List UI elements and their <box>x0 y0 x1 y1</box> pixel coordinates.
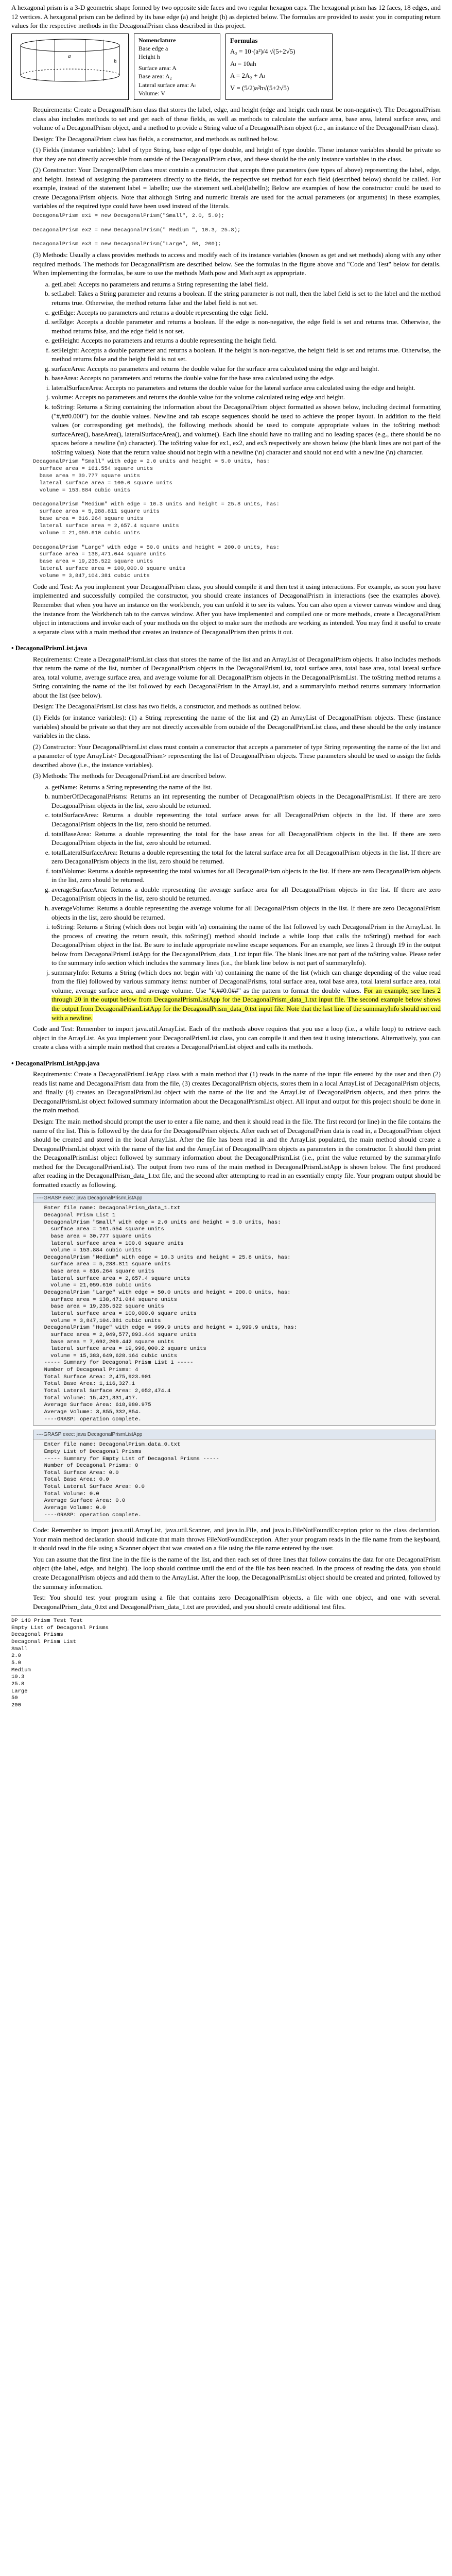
formula-line: A₂ = 10·(a²)/4 √(5+2√5) <box>230 47 295 56</box>
console-title-bar: ----GRASP exec: java DecagonalPrismListApp <box>33 1430 435 1439</box>
console-line: Number of Decagonal Prisms: 0 <box>38 1463 138 1469</box>
console-line: Total Lateral Surface Area: 2,052,474.4 <box>38 1388 171 1395</box>
method-item: c. totalSurfaceArea: Returns a double representing the total surface areas for all DecagonalPrism objects in the list. If there are zero DecagonalPrism objects in the list, zero should be returned. <box>51 810 441 828</box>
requirements-paragraph: Requirements: Create a DecagonalPrismListApp class with a main method that (1) reads in the name of the input file entered by the user and then (2) reads list name and DecagonalPrism data from the file, (3) creates DecagonalPrism objects, stores them in a local ArrayList of DecagonalPrism objects, and finally (4) creates an DecagonalPrismList object with the name of the list and the ArrayList of DecagonalPrism objects, and then prints the DecagonalPrismList object followed summary information about the DecagonalPrismList object. All input and output for this project should be done in the main method. <box>33 1070 441 1114</box>
console-line: volume = 3,847,104.381 cubic units <box>38 1317 161 1324</box>
methods-list <box>11 783 441 1022</box>
fields-paragraph: (1) Fields (instance variables): label of type String, base edge of type double, and height of type double. These instance variables should be private so that they are not directly accessible from outside of the DecagonalPrism class, and these should be the only instance variables in the class. <box>33 146 441 163</box>
formula-line: A = 2A₂ + Aₗ <box>230 72 265 80</box>
intro-paragraph: A hexagonal prism is a 3-D geometric shape formed by two opposite side faces and two regular hexagon caps. The hexagonal prism has 12 faces, 18 edges, and 12 vertices. A hexagonal prism can be defined by its base edge (a) and height (h) as depicted below. The formulas are provided to assist you in computing return values for the respective methods in the DecagonalPrism class described in this project. <box>11 4 441 30</box>
file-line: DP 140 Prism Test Test <box>11 1618 83 1624</box>
console-line: surface area = 161.554 square units <box>38 1226 164 1233</box>
method-item: b. numberOfDecagonalPrisms: Returns an int representing the number of DecagonalPrism objects in the DecagonalPrismList. If there are zero DecagonalPrism objects in the list, zero should be returned. <box>51 792 441 810</box>
console-line: DecagonalPrism "Medium" with edge = 10.3 units and height = 25.8 units, has: <box>38 1254 291 1261</box>
section-title: • DecagonalPrismList.java <box>11 644 88 652</box>
method-item: h. averageVolume: Returns a double representing the average volume for all DecagonalPrism objects in the list. If there are zero DecagonalPrism objects in the list, zero should be returned. <box>51 904 441 922</box>
method-item: j. volume: Accepts no parameters and returns the double value for the volume calculated using edge and height. <box>51 393 441 402</box>
console-line: surface area = 2,049,577,893.444 square units <box>38 1331 197 1338</box>
method-text: toString: Returns a String (which does not begin with \n) containing the name of the list followed by each DecagonalPrism in the ArrayList. In the process of creating the return result, this toString() method should include a while loop that calls the toString() method for each DecagonalPrism object in the list. Be sure to include appropriate newline escape sequences. <box>51 923 441 949</box>
fields-paragraph: (1) Fields (or instance variables): (1) a String representing the name of the list and (2) an ArrayList of DecagonalPrism objects. These (instance variables) should be private so that they are not directly accessible from outside of the DecagonalPrismList class, and these should be the only instance variables in the class. <box>33 714 441 740</box>
console-line: Total Surface Area: 2,475,923.901 <box>38 1374 151 1380</box>
console-output-2 <box>33 1430 436 1521</box>
console-line: DecagonalPrism "Small" with edge = 2.0 units and height = 5.0 units, has: <box>38 1219 281 1226</box>
method-item: g. surfaceArea: Accepts no parameters and returns the double value for the surface area calculated using the edge and height. <box>51 364 441 374</box>
nomenclature-line: Volume: V <box>138 89 165 97</box>
console-line: volume = 21,059.610 cubic units <box>38 1282 151 1289</box>
console-line: Average Surface Area: 618,980.975 <box>38 1402 151 1409</box>
prism-figure <box>11 33 129 100</box>
method-item: f. setHeight: Accepts a double parameter and returns a boolean. If the height is non-negative, the height field is set and returns true. Otherwise, the method returns false and the height field is not set. <box>51 346 441 364</box>
file-line: 25.8 <box>11 1681 25 1687</box>
file-line: Medium <box>11 1667 31 1673</box>
console-line: ----GRASP: operation complete. <box>38 1416 142 1422</box>
methods-list <box>11 280 441 456</box>
constructor-code: DecagonalPrism ex1 = new DecagonalPrism("Small", 2.0, 5.0); DecagonalPrism ex2 = new DecagonalPrism(" Medium ", 10.3, 25.8); DecagonalPrism ex3 = new DecagonalPrism("Large", 50, 200); <box>33 212 241 248</box>
file-line: 200 <box>11 1702 21 1708</box>
console-line: Total Surface Area: 0.0 <box>38 1469 119 1476</box>
nomenclature-line: Surface area: A <box>138 64 177 72</box>
nomenclature-box <box>134 33 220 100</box>
formulas-title: Formulas <box>230 36 258 44</box>
code-paragraph: Code: Remember to import java.util.ArrayList, java.util.Scanner, and java.io.File, and java.io.FileNotFoundException prior to the class declaration. Your main method declaration should indicate that main throws FileNotFoundException. After your program reads in the file name from the keyboard, it should read in the file using a Scanner object that was created on a file using the file name entered by the user. <box>33 1526 441 1552</box>
formula-line: Aₗ = 10ah <box>230 59 256 67</box>
file-line: 2.0 <box>11 1653 21 1659</box>
console-line: lateral surface area = 19,996,000.2 square units <box>38 1346 206 1352</box>
file-line: Empty List of Decagonal Prisms <box>11 1624 109 1631</box>
test-paragraph: Test: You should test your program using a file that contains zero DecagonalPrism objects, a file with one object, and one with several. DecagonalPrism_data_0.txt and DecagonalPrism_data_1.txt are provided, and you should create additional test files. <box>33 1594 441 1611</box>
tostring-code: DecagonalPrism "Small" with edge = 2.0 units and height = 5.0 units, has: surface area = 161.554 square units base area = 30.777 square units lateral surface area = 100.0 square units volume = 153.884 cubic units DecagonalPrism "Medium" with edge = 10.3 units and height = 25.8 units, has: surface area = 5,288.811 square units base area = 816.264 square units lateral surface area = 2,657.4 square units volume = 21,059.610 cubic units DecagonalPrism "Large" with edge = 50.0 units and height = 200.0 units, has: surface area = 138,471.044 square units base area = 19,235.522 square units lateral surface area = 100,000.0 square units volume = 3,847,104.381 cubic units <box>33 459 280 580</box>
height-label: h <box>114 58 117 64</box>
code-and-test-paragraph: Code and Test: Remember to import java.util.ArrayList. Each of the methods above requires that you use a loop (i.e., a while loop) to retrieve each object in the ArrayList. As you implement your DecagonalPrismList class, you can compile it and then test it using interactions. Alternatively, you can create a class with a simple main method that creates a DecagonalPrismList object and calls its methods. <box>33 1025 441 1051</box>
formulas-box <box>225 33 333 100</box>
method-item: e. totalLateralSurfaceArea: Returns a double representing the total for the lateral surface area for all DecagonalPrism objects in the list. If there are zero DecagonalPrism objects in the list, zero should be returned. <box>51 848 441 866</box>
design-paragraph: Design: The DecagonalPrism class has fields, a constructor, and methods as outlined below. <box>33 134 279 143</box>
section-title: • DecagonalPrismListApp.java <box>11 1059 100 1067</box>
code-and-test-paragraph: Code and Test: As you implement your DecagonalPrism class, you should compile it and then test it using interactions. For example, as soon you have implemented and successfully compiled the constructor, you should create instances of DecagonalPrism in interactions (see the examples above). Remember that when you have an instance on the workbench, you can unfold it to see its values. You can also open a viewer canvas window and drag the instance from the Workbench tab to the canvas window. After you have implemented and compiled one or more methods, create a DecagonalPrism object in interactions and invoke each of your methods on the object to make sure the methods are working as intended. You may find it useful to create a separate class with a main method that creates an instance of DecagonalPrism then prints it out. <box>33 582 441 636</box>
file-line: 10.3 <box>11 1674 25 1681</box>
methods-paragraph: (3) Methods: The methods for DecagonalPrismList are described below. <box>33 772 227 780</box>
console-line: Enter file name: DecagonalPrism_data_1.txt <box>38 1205 181 1212</box>
nomenclature-line: Lateral surface area: Aₗ <box>138 81 196 89</box>
console-line: Total Base Area: 1,116,327.1 <box>38 1381 135 1387</box>
method-item: d. totalBaseArea: Returns a double representing the total for the base areas for all DecagonalPrism objects in the list. If there are zero DecagonalPrism objects in the list, zero should be returned. <box>51 829 441 848</box>
console-line: base area = 30.777 square units <box>38 1233 151 1240</box>
console-line: Total Lateral Surface Area: 0.0 <box>38 1484 145 1490</box>
console-line: DecagonalPrism "Huge" with edge = 999.9 units and height = 1,999.9 units, has: <box>38 1325 298 1331</box>
nomenclature-line: Height h <box>138 53 160 61</box>
file-line: Small <box>11 1646 28 1652</box>
console-line: lateral surface area = 100.0 square units <box>38 1240 184 1247</box>
method-item: e. getHeight: Accepts no parameters and returns a double representing the height field. <box>51 336 441 345</box>
method-item: f. totalVolume: Returns a double representing the total volumes for all DecagonalPrism objects in the list. If there are zero DecagonalPrism objects in the list, zero should be returned. <box>51 867 441 885</box>
highlighted-note: For an example, see lines 2 through 20 in the output below from DecagonalPrismListApp for the DecagonalPrism_data_1.txt input file. The second example below shows the output from DecagonalPrismListApp for the DecagonalPrism_data_0.txt input file. Note that the last line of the summaryInfo should not end with a newline. <box>51 986 441 1022</box>
method-item <box>51 922 441 968</box>
console-line: surface area = 138,471.044 square units <box>38 1296 177 1303</box>
console-line: Average Surface Area: 0.0 <box>38 1498 126 1504</box>
requirements-paragraph: Requirements: Create a DecagonalPrism class that stores the label, edge, and height (edge and height each must be non-negative). The DecagonalPrism class also includes methods to set and get each of these fields, as well as methods to calculate the surface area, base area, lateral surface area, and volume of a DecagonalPrism object, and a method to provide a String value of a DecagonalPrism object (i.e., an instance of the DecagonalPrism class). <box>33 105 441 132</box>
console-line: base area = 816.264 square units <box>38 1268 154 1275</box>
console-line: volume = 15,383,649,628.164 cubic units <box>38 1352 177 1359</box>
console-line: Enter file name: DecagonalPrism_data_0.txt <box>38 1442 181 1448</box>
design-paragraph: Design: The DecagonalPrismList class has two fields, a constructor, and methods as outlined below. <box>33 702 301 710</box>
console-line: ----- Summary for Decagonal Prism List 1 ----- <box>38 1360 194 1366</box>
console-line: lateral surface area = 2,657.4 square units <box>38 1275 190 1282</box>
file-line: Large <box>11 1688 28 1694</box>
console-body <box>33 1203 435 1425</box>
console-line: Total Volume: 0.0 <box>38 1490 99 1497</box>
constructor-paragraph: (2) Constructor: Your DecagonalPrismList class must contain a constructor that accepts a parameter of type String representing the name of the list and a parameter of type ArrayList< DecagonalPrism> representing the list of DecagonalPrism objects. These parameters should be used to assign the fields described above (i.e., the instance variables). <box>33 742 441 769</box>
console-line: lateral surface area = 100,000.0 square units <box>38 1310 197 1317</box>
edge-label: a <box>68 53 71 59</box>
console-line: Average Volume: 3,855,332,854. <box>38 1409 142 1415</box>
console-line: Decagonal Prism List 1 <box>38 1212 116 1218</box>
console-line: base area = 19,235.522 square units <box>38 1303 164 1310</box>
method-text: summaryInfo: Returns a String (which does not begin with \n) containing the name of the list (which can change depending of the value read from the file) followed by various summary items: number of DecagonalPrisms, total surface area, total base area, total lateral surface area, total volume, average surface area, and average volume. Use "#,##0.0##" as the pattern to format the double values. <box>51 968 441 994</box>
console-line: Total Base Area: 0.0 <box>38 1477 109 1483</box>
methods-paragraph: (3) Methods: Usually a class provides methods to access and modify each of its instance variables (known as get and set methods) along with any other required methods. The methods for DecagonalPrism are described below. See the formulas in the figure above and "Code and Test" below for details. When implementing the formulas, be sure to use the methods Math.pow and Math.sqrt as appropriate. <box>33 251 441 277</box>
file-line: Decagonal Prism List <box>11 1639 77 1646</box>
method-item: a. getLabel: Accepts no parameters and returns a String representing the label field. <box>51 280 441 289</box>
file-line: Decagonal Prisms <box>11 1632 63 1638</box>
data-file-listing <box>11 1615 441 1709</box>
console-line: Average Volume: 0.0 <box>38 1504 106 1511</box>
method-item: a. getName: Returns a String representing the name of the list. <box>51 783 441 792</box>
console-line: DecagonalPrism "Large" with edge = 50.0 units and height = 200.0 units, has: <box>38 1290 291 1296</box>
console-body <box>33 1439 435 1521</box>
console-title-bar: ----GRASP exec: java DecagonalPrismListApp <box>33 1194 435 1203</box>
method-item: k. toString: Returns a String containing the information about the DecagonalPrism object formatted as shown below, including decimal formatting ("#,##0.000") for the double values. Newline and tab escape sequences should be used to achieve the proper layout. In addition to the field values (or corresponding get methods), the following methods should be used to compute appropriate values in the toString method: surfaceArea(), baseArea(), lateralSurfaceArea(), and volume(). Each line should have no trailing and no leading spaces (e.g., there should be no spaces before a newline (\n) character). The toString value for ex1, ex2, and ex3 respectively are shown below (the blank lines are not part of the toString values). Note that the return value should not begin with a newline (\n) character and should not end with a newline (\n) character. <box>51 402 441 456</box>
nomenclature-line: Base edge a <box>138 44 168 52</box>
console-line: Total Volume: 15,421,331,417. <box>38 1395 138 1401</box>
method-item: i. lateralSurfaceArea: Accepts no parameters and returns the double value for the lateral surface area calculated using the edge and height. <box>51 383 441 393</box>
code-paragraph: You can assume that the first line in the file is the name of the list, and then each set of three lines that follow contains the data for one DecagonalPrism object (the label, edge, and height). The loop should continue until the end of the file has been reached. In the process of reading the data, you should create DecagonalPrism objects and add them to the ArrayList. After the loop, the DecagonalPrismList object should be created and printed, followed by the summary information. <box>33 1555 441 1590</box>
file-line: 5.0 <box>11 1660 21 1667</box>
console-line: ----GRASP: operation complete. <box>38 1512 142 1518</box>
console-line: volume = 153.884 cubic units <box>38 1247 142 1254</box>
figure-row <box>11 33 441 100</box>
method-item: d. setEdge: Accepts a double parameter and returns a boolean. If the edge is non-negative, the edge field is set and returns true. Otherwise, the method returns false, and the edge field is not set. <box>51 317 441 335</box>
method-text: For an example, see lines 2 through 19 in the output below from DecagonalPrismListApp for the DecagonalPrism_data_1.txt input file. The blank lines are not part of the toString value. Please refer to the summary info section which includes the summary lines (i.e., the blank line below is not part of summaryInfo). <box>51 941 441 967</box>
formula-line: V = (5/2)a²h√(5+2√5) <box>230 83 289 92</box>
requirements-paragraph: Requirements: Create a DecagonalPrismList class that stores the name of the list and an ArrayList of DecagonalPrism objects. It also includes methods that return the name of the list, number of DecagonalPrism objects in the DecagonalPrismList, total surface area, total base area, total lateral surface area, total volume, average surface area, and average volume for all DecagonalPrism objects in the DecagonalPrismList. The toString method returns a String containing the name of the list followed by each DecagonalPrism in the ArrayList, and a summaryInfo method returns summary information about the list (see below). <box>33 655 441 699</box>
console-line: base area = 7,692,209.442 square units <box>38 1338 174 1345</box>
method-item <box>51 968 441 1022</box>
constructor-paragraph: (2) Constructor: Your DecagonalPrism class must contain a constructor that accepts three parameters (see types of above) representing the label, edge, and height. Instead of assigning the parameters directly to the fields, the respective set method for each field (described below) should be called. For example, instead of the statement label = labelIn; use the statement setLabel(labelIn); Below are examples of how the constructor could be used to create DecagonalPrism objects. Note that although String and numeric literals are used for the actual parameters (or arguments) in these examples, variables of the required type could have been used instead of the literals. <box>33 166 441 210</box>
method-item: g. averageSurfaceArea: Returns a double representing the average surface area for all DecagonalPrism objects in the list. If there are zero DecagonalPrism objects in the list, zero should be returned. <box>51 885 441 903</box>
design-paragraph: Design: The main method should prompt the user to enter a file name, and then it should read in the file. The first record (or line) in the file contains the name of the list. This is followed by the data for the DecagonalPrism objects. After each set of DecagonalPrism data is read in, a DecagonalPrism object should be created and stored in the local ArrayList. After the file has been read in and the ArrayList populated, the main method should create a DecagonalPrismList object with the name of the list and the ArrayList of DecagonalPrism objects as parameters in the constructor. It should then print the DecagonalPrismList object followed by summary information about the DecagonalPrismList (i.e., print the value returned by the summaryInfo method for the DecagonalPrismList). The output from two runs of the main method in DecagonalPrismListApp is shown below. The first produced after reading in the DecagonalPrism_data_1.txt file, and the second after attempting to read in an essentially empty file. Your program output should be formatted exactly as following. <box>33 1117 441 1189</box>
decagonal-prism-icon <box>16 37 124 84</box>
nomenclature-line: Base area: A₂ <box>138 73 172 80</box>
console-line: Empty List of Decagonal Prisms <box>38 1448 142 1455</box>
console-line: ----- Summary for Empty List of Decagonal Prisms ----- <box>38 1455 219 1462</box>
method-item: c. getEdge: Accepts no parameters and returns a double representing the edge field. <box>51 308 441 317</box>
method-item: b. setLabel: Takes a String parameter and returns a boolean. If the string parameter is not null, then the label field is set to the label and the method returns true. Otherwise, the method returns false and the label field is not set. <box>51 289 441 307</box>
console-output-1 <box>33 1193 436 1426</box>
console-line: Number of Decagonal Prisms: 4 <box>38 1367 138 1374</box>
file-line: 50 <box>11 1695 18 1702</box>
nomenclature-title: Nomenclature <box>138 36 176 44</box>
method-item: h. baseArea: Accepts no parameters and returns the double value for the base area calculated using the edge. <box>51 374 441 383</box>
console-line: surface area = 5,288.811 square units <box>38 1261 171 1268</box>
